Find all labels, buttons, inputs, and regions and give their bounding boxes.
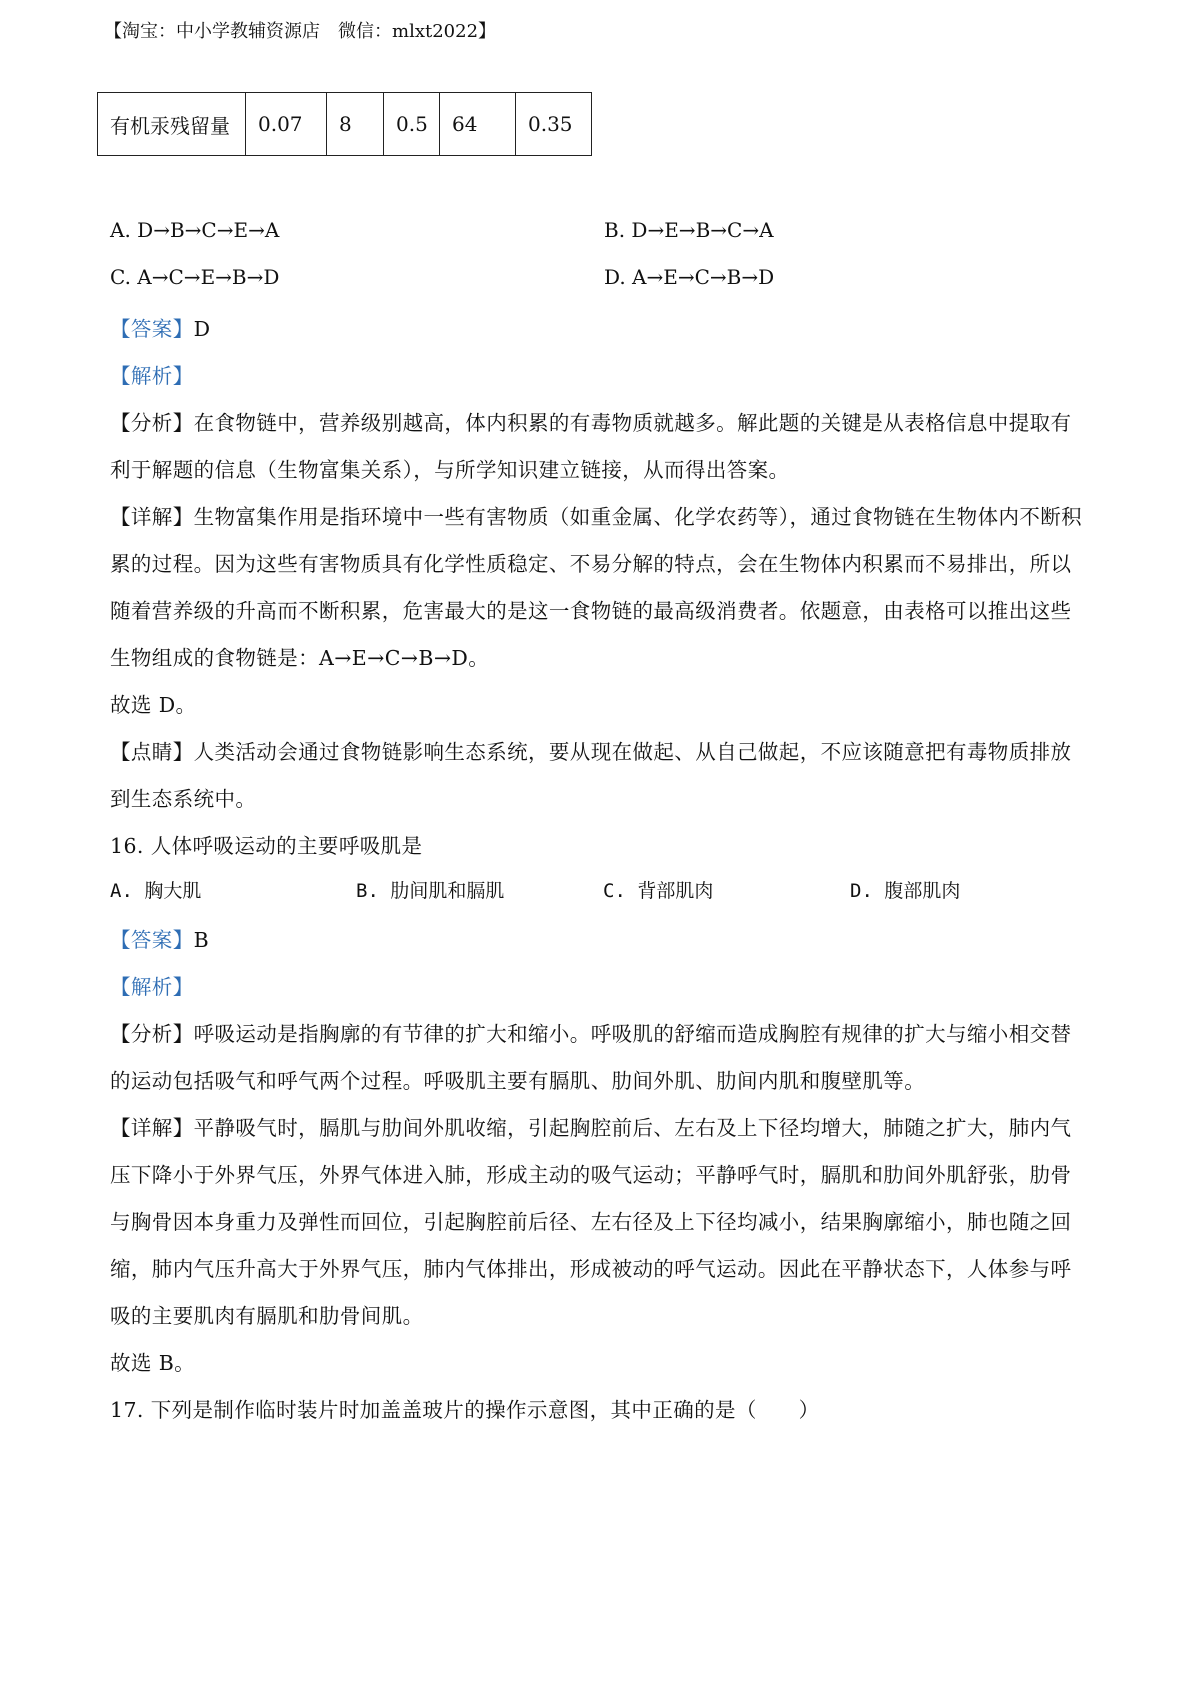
q15-answer [110,312,210,342]
detail-text: 生物富集作用是指环境中一些有害物质（如重金属、化学农药等），通过食物链在生物体内不断积 [193,505,1083,529]
mercury-residue-table [97,92,592,156]
answer-tag: 【答案】 [110,317,194,341]
q15-comment-line: 到生态系统中。 [110,787,257,811]
q16-answer [110,923,209,953]
answer-tag: 【答案】 [110,928,194,952]
table-row [98,93,592,156]
q16-detail-line: 缩，肺内气压升高大于外界气压，肺内气体排出，形成被动的呼气运动。因此在平静状态下，人体参与呼 [110,1257,1072,1281]
analysis-tag: 【分析】 [110,1022,194,1046]
q16-detail-line: 吸的主要肌肉有膈肌和肋骨间肌。 [110,1304,424,1328]
q16-detail-line [110,1111,1071,1141]
q16-option-b: B. 肋间肌和膈肌 [356,880,505,902]
detail-tag: 【详解】 [110,505,194,529]
detail-tag: 【详解】 [110,1116,194,1140]
q15-jiexi-tag: 【解析】 [110,364,194,388]
analysis-text: 在食物链中，营养级别越高，体内积累的有毒物质就越多。解此题的关键是从表格信息中提取有 [193,411,1072,435]
comment-tag: 【点睛】 [110,740,194,764]
analysis-tag: 【分析】 [110,411,194,435]
q15-detail-line: 生物组成的食物链是：A→E→C→B→D。 [110,646,490,670]
table-cell: 0.35 [516,93,592,156]
q15-detail-line [110,500,1082,530]
q16-stem: 16. 人体呼吸运动的主要呼吸肌是 [110,834,423,858]
q15-choose: 故选 D。 [110,693,197,717]
detail-text: 平静吸气时，膈肌与肋间外肌收缩，引起胸腔前后、左右及上下径均增大，肺随之扩大，肺内气 [193,1116,1072,1140]
q15-option-c: C. A→C→E→B→D [110,265,280,289]
analysis-text: 呼吸运动是指胸廓的有节律的扩大和缩小。呼吸肌的舒缩而造成胸腔有规律的扩大与缩小相交替 [193,1022,1072,1046]
q16-jiexi-tag: 【解析】 [110,975,194,999]
q16-option-d: D. 腹部肌肉 [850,880,961,902]
q16-detail-line: 压下降小于外界气压，外界气体进入肺，形成主动的吸气运动；平静呼气时，膈肌和肋间外肌舒张，肋骨 [110,1163,1072,1187]
q15-comment-line [110,735,1071,765]
answer-value: D [193,317,211,341]
q16-option-c: C. 背部肌肉 [603,880,714,902]
table-row-label: 有机汞残留量 [98,93,246,156]
answer-value: B [193,928,210,952]
q15-analysis-line [110,406,1071,436]
q15-option-b: B. D→E→B→C→A [604,218,774,242]
q16-analysis-line [110,1017,1071,1047]
comment-text: 人类活动会通过食物链影响生态系统，要从现在做起、从自己做起，不应该随意把有毒物质排放 [193,740,1072,764]
q15-analysis-line: 利于解题的信息（生物富集关系），与所学知识建立链接，从而得出答案。 [110,458,790,482]
q16-analysis-line: 的运动包括吸气和呼气两个过程。呼吸肌主要有膈肌、肋间外肌、肋间内肌和腹壁肌等。 [110,1069,926,1093]
table-cell: 64 [440,93,516,156]
table-cell: 8 [327,93,384,156]
q15-option-a: A. D→B→C→E→A [110,218,280,242]
q16-choose: 故选 B。 [110,1351,196,1375]
q15-detail-line: 累的过程。因为这些有害物质具有化学性质稳定、不易分解的特点，会在生物体内积累而不易排出，所以 [110,552,1072,576]
q15-detail-line: 随着营养级的升高而不断积累，危害最大的是这一食物链的最高级消费者。依题意，由表格可以推出这些 [110,599,1072,623]
q16-detail-line: 与胸骨因本身重力及弹性而回位，引起胸腔前后径、左右径及上下径均减小，结果胸廓缩小，肺也随之回 [110,1210,1072,1234]
q15-option-d: D. A→E→C→B→D [604,265,775,289]
q17-stem: 17. 下列是制作临时装片时加盖盖玻片的操作示意图，其中正确的是（ ） [110,1398,820,1422]
table-cell: 0.5 [384,93,440,156]
page-header: 【淘宝：中小学教辅资源店 微信：mlxt2022】 [104,21,497,42]
table-cell: 0.07 [246,93,327,156]
q16-option-a: A. 胸大肌 [110,880,202,902]
